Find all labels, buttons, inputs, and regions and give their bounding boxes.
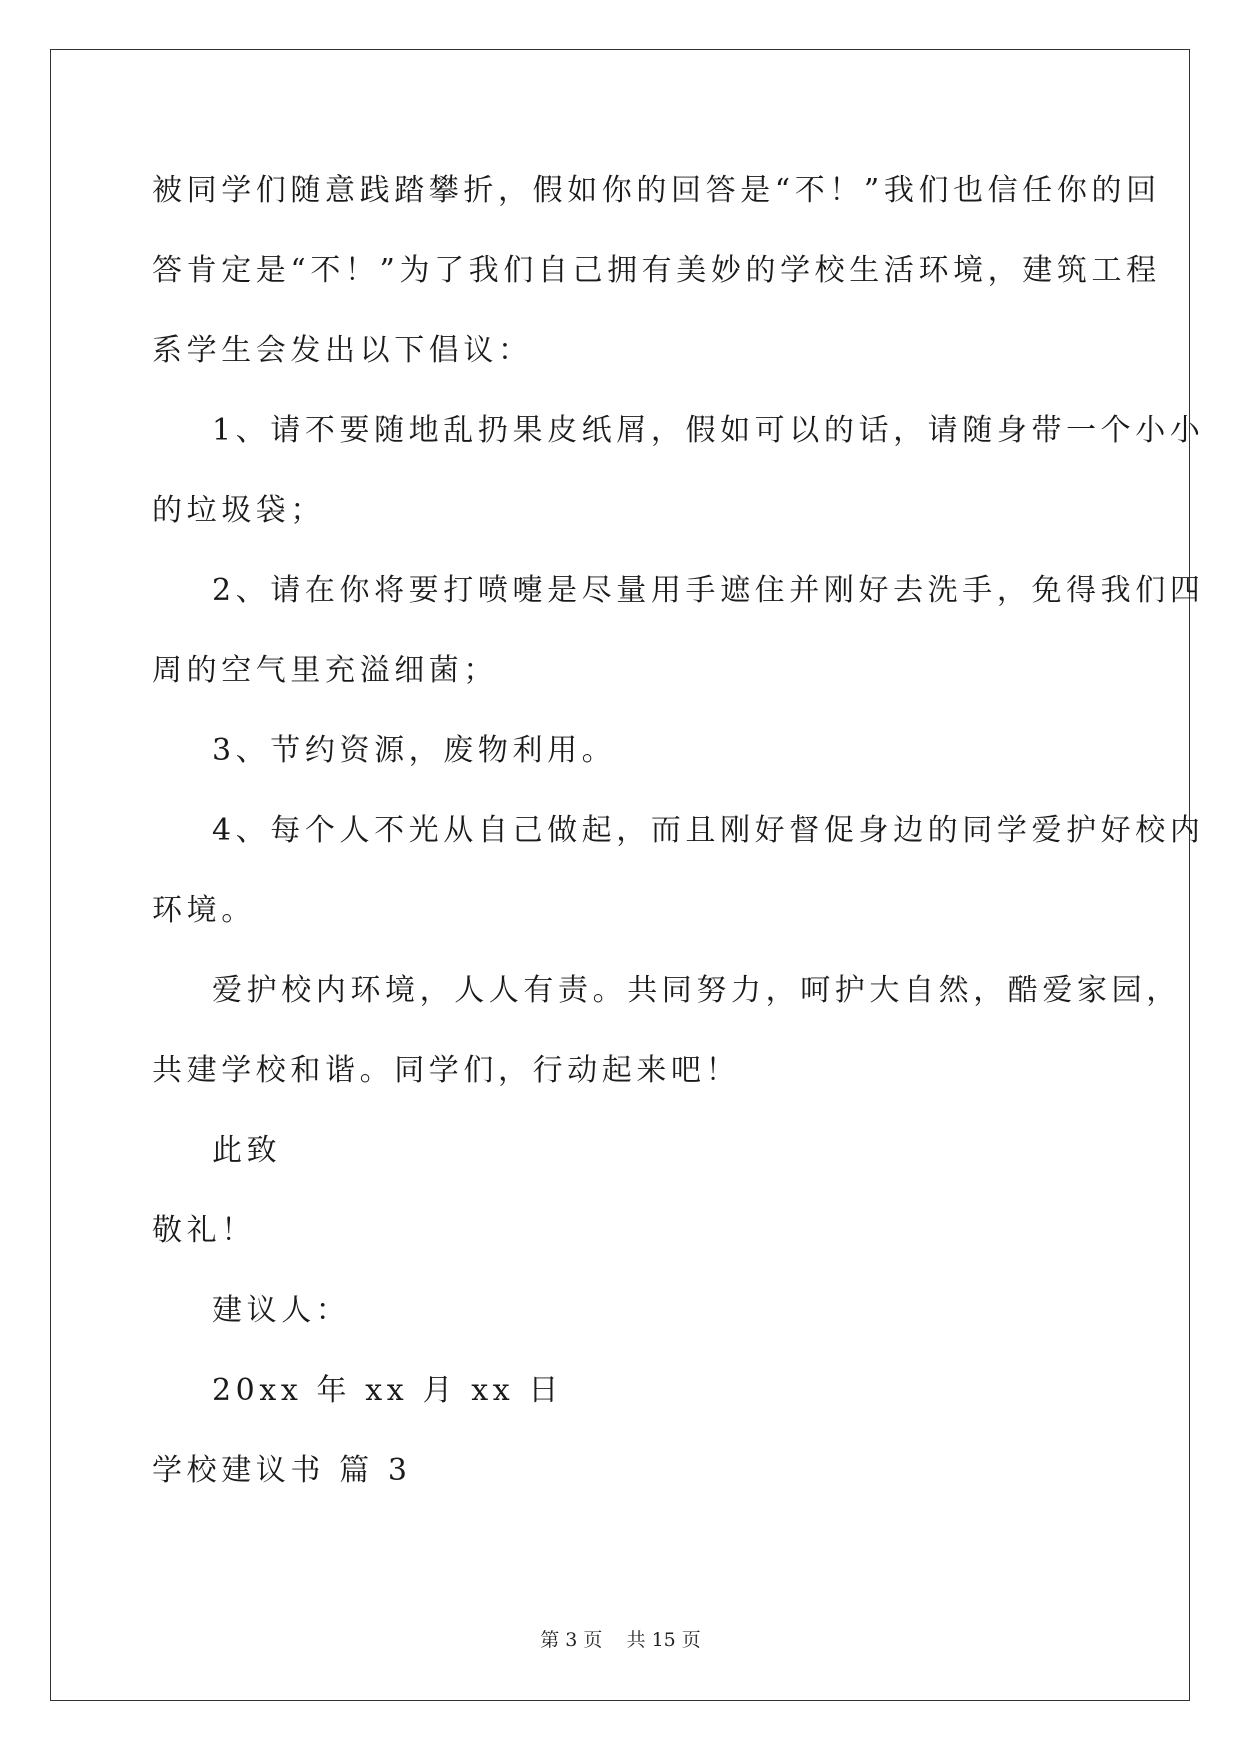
text-line: 系学生会发出以下倡议： xyxy=(152,333,533,368)
page-number-label: 第 3 页 共 15 页 xyxy=(540,1629,701,1651)
list-item-2: 2、请在你将要打喷嚏是尽量用手遮住并刚好去洗手，免得我们四 xyxy=(212,573,1205,608)
text-line: 的垃圾袋； xyxy=(152,493,325,528)
list-item-1: 1、请不要随地乱扔果皮纸屑，假如可以的话，请随身带一个小小 xyxy=(212,413,1205,448)
text-line: 环境。 xyxy=(152,893,256,928)
text-line: 周的空气里充溢细菌； xyxy=(152,653,498,688)
date-line: 20xx 年 xx 月 xx 日 xyxy=(212,1373,563,1408)
section-heading: 学校建议书 篇 3 xyxy=(152,1453,412,1488)
closing-paragraph: 爱护校内环境，人人有责。共同努力，呵护大自然，酷爱家园， xyxy=(212,973,1181,1008)
page-number-footer xyxy=(0,1628,1241,1652)
text-line: 答肯定是“不！”为了我们自己拥有美妙的学校生活环境，建筑工程 xyxy=(152,253,1161,288)
list-item-4: 4、每个人不光从自己做起，而且刚好督促身边的同学爱护好校内 xyxy=(212,813,1205,848)
list-item-3: 3、节约资源，废物利用。 xyxy=(212,733,617,768)
regards: 敬礼！ xyxy=(152,1213,256,1248)
signer-label: 建议人： xyxy=(212,1293,351,1328)
text-line: 共建学校和谐。同学们，行动起来吧！ xyxy=(152,1053,741,1088)
text-line: 被同学们随意践踏攀折，假如你的回答是“不！”我们也信任你的回 xyxy=(152,173,1161,208)
salutation: 此致 xyxy=(212,1133,282,1168)
